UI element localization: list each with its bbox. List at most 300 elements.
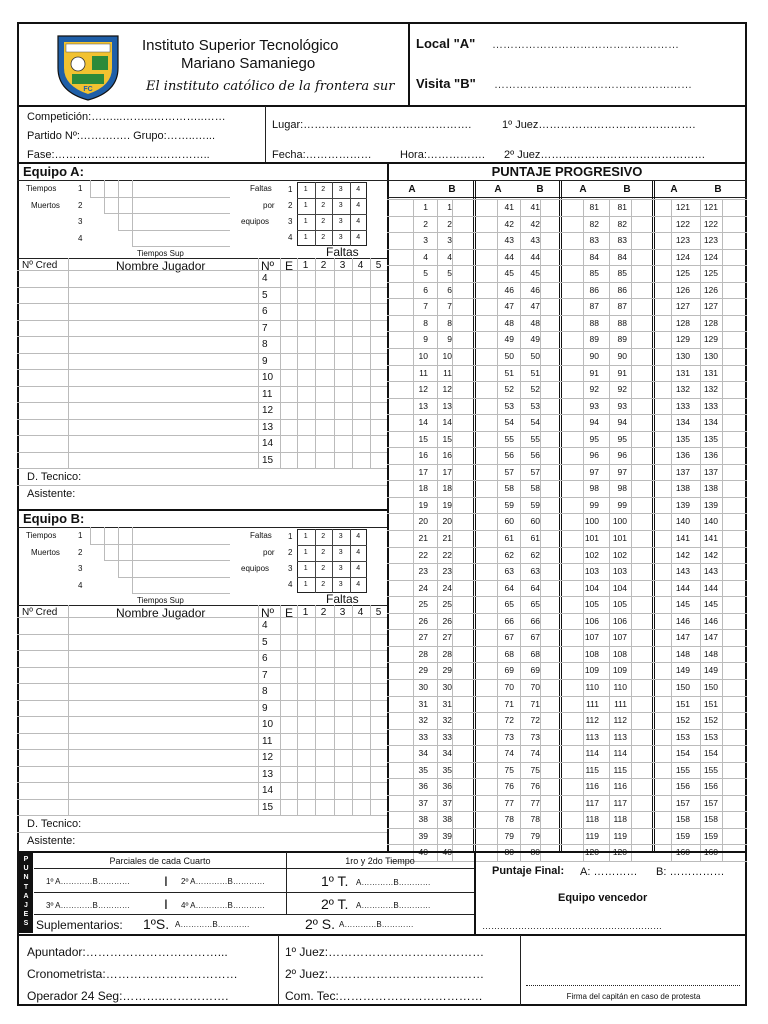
score-a-153[interactable]: 153: [675, 731, 690, 742]
score-b-37[interactable]: 37: [442, 797, 452, 808]
juez2-field[interactable]: 2º Juez………………………………………: [504, 149, 706, 161]
score-b-87[interactable]: 87: [617, 301, 627, 312]
team-a-player-name-cell[interactable]: [70, 453, 255, 468]
score-b-144[interactable]: 144: [703, 582, 718, 593]
score-b-77[interactable]: 77: [530, 797, 540, 808]
score-b-74[interactable]: 74: [530, 748, 540, 759]
score-b-2[interactable]: 2: [447, 218, 452, 229]
score-a-32[interactable]: 32: [418, 715, 428, 726]
score-b-101[interactable]: 101: [612, 533, 627, 543]
score-a-46[interactable]: 46: [504, 284, 514, 295]
score-a-128[interactable]: 128: [675, 317, 690, 328]
score-a-53[interactable]: 53: [504, 400, 514, 411]
score-b-137[interactable]: 137: [703, 466, 718, 477]
score-b-150[interactable]: 150: [703, 681, 718, 692]
score-b-80[interactable]: 80: [530, 847, 540, 858]
score-a-112[interactable]: 112: [585, 715, 599, 726]
score-a-17[interactable]: 17: [418, 466, 428, 477]
score-b-59[interactable]: 59: [530, 499, 540, 510]
score-b-97[interactable]: 97: [617, 466, 627, 477]
score-a-125[interactable]: 125: [675, 268, 690, 279]
score-a-146[interactable]: 146: [675, 615, 690, 626]
fase-field[interactable]: Fase:…………..………………………..: [27, 149, 210, 161]
score-b-52[interactable]: 52: [530, 384, 540, 395]
score-a-116[interactable]: 116: [585, 781, 599, 792]
team-a-player-name-cell[interactable]: [70, 288, 255, 303]
team-b-player-name-cell[interactable]: [70, 684, 255, 699]
team-b-asistente[interactable]: Asistente:: [27, 835, 76, 847]
score-a-90[interactable]: 90: [589, 350, 599, 361]
score-a-47[interactable]: 47: [504, 301, 514, 312]
score-b-154[interactable]: 154: [703, 748, 718, 759]
score-b-64[interactable]: 64: [530, 582, 540, 593]
score-b-113[interactable]: 113: [613, 731, 627, 742]
score-a-29[interactable]: 29: [418, 665, 428, 676]
team-b-team-foul-box[interactable]: 4: [356, 565, 361, 572]
team-b-player-name-cell[interactable]: [70, 651, 255, 666]
score-a-152[interactable]: 152: [675, 715, 690, 726]
score-a-58[interactable]: 58: [504, 483, 514, 494]
score-a-22[interactable]: 22: [418, 549, 428, 560]
score-b-78[interactable]: 78: [530, 814, 540, 825]
score-b-29[interactable]: 29: [442, 665, 452, 676]
team-a-player-name-cell[interactable]: [70, 387, 255, 402]
score-a-97[interactable]: 97: [589, 466, 599, 477]
score-b-76[interactable]: 76: [530, 781, 540, 792]
score-a-24[interactable]: 24: [418, 582, 428, 593]
juez1-field[interactable]: 1º Juez…………………………………….: [502, 119, 696, 131]
score-a-105[interactable]: 105: [584, 599, 599, 610]
team-b-player-name-cell[interactable]: [70, 717, 255, 732]
score-b-90[interactable]: 90: [617, 350, 627, 361]
score-b-12[interactable]: 12: [442, 384, 452, 395]
t1-field[interactable]: A…………B…………: [356, 878, 431, 887]
score-a-108[interactable]: 108: [584, 648, 599, 659]
score-b-139[interactable]: 139: [703, 499, 718, 510]
score-a-143[interactable]: 143: [675, 566, 690, 577]
score-a-103[interactable]: 103: [584, 566, 599, 577]
score-a-42[interactable]: 42: [504, 218, 514, 229]
score-a-106[interactable]: 106: [584, 615, 599, 626]
score-b-92[interactable]: 92: [617, 384, 627, 395]
score-b-160[interactable]: 160: [703, 847, 718, 858]
score-a-100[interactable]: 100: [584, 516, 599, 527]
score-b-44[interactable]: 44: [530, 251, 540, 262]
score-b-4[interactable]: 4: [447, 251, 452, 262]
team-a-player-name-cell[interactable]: [70, 271, 255, 286]
score-a-41[interactable]: 41: [504, 202, 514, 212]
score-b-123[interactable]: 123: [703, 235, 718, 246]
team-a-team-foul-box[interactable]: 1: [303, 202, 308, 209]
score-a-121[interactable]: 121: [675, 202, 690, 212]
score-b-19[interactable]: 19: [442, 499, 452, 510]
score-a-36[interactable]: 36: [418, 781, 428, 792]
score-b-117[interactable]: 117: [613, 797, 627, 808]
score-b-58[interactable]: 58: [530, 483, 540, 494]
score-b-129[interactable]: 129: [703, 334, 718, 345]
score-b-148[interactable]: 148: [703, 648, 718, 659]
score-a-123[interactable]: 123: [675, 235, 690, 246]
score-b-102[interactable]: 102: [612, 549, 627, 560]
score-a-64[interactable]: 64: [504, 582, 514, 593]
team-a-player-name-cell[interactable]: [70, 354, 255, 369]
score-b-27[interactable]: 27: [442, 632, 452, 643]
score-b-105[interactable]: 105: [612, 599, 627, 610]
score-b-159[interactable]: 159: [703, 830, 718, 841]
score-a-49[interactable]: 49: [504, 334, 514, 345]
score-a-44[interactable]: 44: [504, 251, 514, 262]
score-a-110[interactable]: 110: [585, 681, 599, 692]
score-b-147[interactable]: 147: [703, 632, 718, 643]
score-a-2[interactable]: 2: [423, 218, 428, 229]
team-a-team-foul-box[interactable]: 1: [303, 186, 308, 193]
puntaje-final-a[interactable]: A: …………: [580, 866, 638, 878]
score-b-41[interactable]: 41: [530, 202, 540, 212]
score-b-60[interactable]: 60: [530, 516, 540, 527]
team-b-player-name-cell[interactable]: [70, 635, 255, 650]
team-b-team-foul-box[interactable]: 2: [321, 549, 326, 556]
team-a-team-foul-box[interactable]: 1: [303, 218, 308, 225]
score-a-86[interactable]: 86: [589, 284, 599, 295]
score-a-156[interactable]: 156: [675, 781, 690, 792]
score-a-7[interactable]: 7: [423, 301, 428, 312]
score-a-45[interactable]: 45: [504, 268, 514, 279]
score-b-127[interactable]: 127: [703, 301, 718, 312]
score-a-73[interactable]: 73: [504, 731, 514, 742]
score-b-46[interactable]: 46: [530, 284, 540, 295]
team-b-player-name-cell[interactable]: [70, 701, 255, 716]
score-a-114[interactable]: 114: [585, 748, 599, 759]
score-b-89[interactable]: 89: [617, 334, 627, 345]
score-a-147[interactable]: 147: [675, 632, 690, 643]
score-b-57[interactable]: 57: [530, 466, 540, 477]
score-a-70[interactable]: 70: [504, 681, 514, 692]
score-b-62[interactable]: 62: [530, 549, 540, 560]
score-a-99[interactable]: 99: [589, 499, 599, 510]
score-a-14[interactable]: 14: [418, 417, 428, 428]
score-b-108[interactable]: 108: [612, 648, 627, 659]
score-a-111[interactable]: 111: [586, 698, 599, 709]
score-b-42[interactable]: 42: [530, 218, 540, 229]
score-b-24[interactable]: 24: [442, 582, 452, 593]
team-b-d-tecnico[interactable]: D. Tecnico:: [27, 818, 82, 830]
score-b-98[interactable]: 98: [617, 483, 627, 494]
team-b-team-foul-box[interactable]: 4: [356, 533, 361, 540]
score-a-61[interactable]: 61: [504, 533, 514, 543]
score-b-70[interactable]: 70: [530, 681, 540, 692]
score-b-130[interactable]: 130: [703, 350, 718, 361]
score-a-27[interactable]: 27: [418, 632, 428, 643]
score-a-91[interactable]: 91: [589, 367, 599, 378]
score-a-20[interactable]: 20: [418, 516, 428, 527]
team-a-team-foul-box[interactable]: 4: [356, 202, 361, 209]
score-a-74[interactable]: 74: [504, 748, 514, 759]
team-a-team-foul-box[interactable]: 2: [321, 234, 326, 241]
score-a-113[interactable]: 113: [585, 731, 599, 742]
score-b-146[interactable]: 146: [703, 615, 718, 626]
score-b-10[interactable]: 10: [442, 350, 452, 361]
score-b-85[interactable]: 85: [617, 268, 627, 279]
visita-line[interactable]: ………………………………………………: [494, 79, 692, 91]
score-b-61[interactable]: 61: [530, 533, 540, 543]
score-b-88[interactable]: 88: [617, 317, 627, 328]
team-a-team-foul-box[interactable]: 4: [356, 234, 361, 241]
score-b-51[interactable]: 51: [530, 367, 540, 378]
score-a-158[interactable]: 158: [675, 814, 690, 825]
score-a-19[interactable]: 19: [418, 499, 428, 510]
score-b-119[interactable]: 119: [613, 830, 627, 841]
team-b-team-foul-box[interactable]: 4: [356, 581, 361, 588]
team-b-team-foul-box[interactable]: 3: [338, 533, 343, 540]
score-a-89[interactable]: 89: [589, 334, 599, 345]
score-b-69[interactable]: 69: [530, 665, 540, 676]
score-b-49[interactable]: 49: [530, 334, 540, 345]
score-a-31[interactable]: 31: [418, 698, 428, 709]
score-a-8[interactable]: 8: [423, 317, 428, 328]
score-b-81[interactable]: 81: [617, 202, 627, 212]
score-b-158[interactable]: 158: [703, 814, 718, 825]
score-b-16[interactable]: 16: [442, 450, 452, 461]
score-a-21[interactable]: 21: [418, 533, 428, 543]
score-b-71[interactable]: 71: [530, 698, 540, 709]
team-a-player-name-cell[interactable]: [70, 420, 255, 435]
score-b-120[interactable]: 120: [612, 847, 627, 858]
score-a-30[interactable]: 30: [418, 681, 428, 692]
score-a-131[interactable]: 131: [675, 367, 690, 378]
score-b-94[interactable]: 94: [617, 417, 627, 428]
score-b-149[interactable]: 149: [703, 665, 718, 676]
apuntador-field[interactable]: Apuntador:……………………………...: [27, 945, 228, 959]
score-a-40[interactable]: 40: [418, 847, 428, 858]
team-a-team-foul-box[interactable]: 3: [338, 186, 343, 193]
score-a-34[interactable]: 34: [418, 748, 428, 759]
team-a-team-foul-box[interactable]: 3: [338, 218, 343, 225]
score-b-99[interactable]: 99: [617, 499, 627, 510]
score-a-144[interactable]: 144: [675, 582, 690, 593]
score-a-94[interactable]: 94: [589, 417, 599, 428]
score-a-104[interactable]: 104: [584, 582, 599, 593]
team-a-player-name-cell[interactable]: [70, 436, 255, 451]
score-a-109[interactable]: 109: [584, 665, 599, 676]
hora-field[interactable]: Hora:…………….: [400, 149, 485, 161]
score-a-136[interactable]: 136: [675, 450, 690, 461]
score-b-134[interactable]: 134: [703, 417, 718, 428]
team-b-team-foul-box[interactable]: 1: [303, 549, 308, 556]
score-b-125[interactable]: 125: [703, 268, 718, 279]
score-a-118[interactable]: 118: [585, 814, 599, 825]
score-b-14[interactable]: 14: [442, 417, 452, 428]
team-b-player-name-cell[interactable]: [70, 734, 255, 749]
score-a-50[interactable]: 50: [504, 350, 514, 361]
lugar-field[interactable]: Lugar:……………………………………….: [272, 119, 472, 131]
score-b-86[interactable]: 86: [617, 284, 627, 295]
fecha-field[interactable]: Fecha:………………: [272, 149, 372, 161]
score-b-34[interactable]: 34: [442, 748, 452, 759]
team-b-team-foul-box[interactable]: 1: [303, 581, 308, 588]
score-a-122[interactable]: 122: [675, 218, 690, 229]
score-b-5[interactable]: 5: [447, 268, 452, 279]
score-a-72[interactable]: 72: [504, 715, 514, 726]
score-b-8[interactable]: 8: [447, 317, 452, 328]
score-b-114[interactable]: 114: [613, 748, 627, 759]
score-a-115[interactable]: 115: [585, 764, 599, 775]
score-a-139[interactable]: 139: [675, 499, 690, 510]
score-a-25[interactable]: 25: [418, 599, 428, 610]
score-a-133[interactable]: 133: [675, 400, 690, 411]
s1-field[interactable]: A…………B…………: [175, 920, 250, 929]
score-b-1[interactable]: 1: [447, 202, 452, 212]
score-a-95[interactable]: 95: [589, 433, 599, 444]
cronometrista-field[interactable]: Cronometrista:……………………………: [27, 967, 238, 981]
score-b-132[interactable]: 132: [703, 384, 718, 395]
score-b-39[interactable]: 39: [442, 830, 452, 841]
score-a-23[interactable]: 23: [418, 566, 428, 577]
score-a-69[interactable]: 69: [504, 665, 514, 676]
score-b-126[interactable]: 126: [703, 284, 718, 295]
score-a-68[interactable]: 68: [504, 648, 514, 659]
score-a-87[interactable]: 87: [589, 301, 599, 312]
score-b-3[interactable]: 3: [447, 235, 452, 246]
score-b-84[interactable]: 84: [617, 251, 627, 262]
score-a-151[interactable]: 151: [675, 698, 690, 709]
score-a-60[interactable]: 60: [504, 516, 514, 527]
score-b-116[interactable]: 116: [613, 781, 627, 792]
score-a-83[interactable]: 83: [589, 235, 599, 246]
score-a-135[interactable]: 135: [675, 433, 690, 444]
score-b-121[interactable]: 121: [703, 202, 718, 212]
score-a-160[interactable]: 160: [675, 847, 690, 858]
team-b-team-foul-box[interactable]: 1: [303, 533, 308, 540]
score-b-95[interactable]: 95: [617, 433, 627, 444]
score-a-155[interactable]: 155: [675, 764, 690, 775]
team-b-player-name-cell[interactable]: [70, 767, 255, 782]
score-b-112[interactable]: 112: [613, 715, 627, 726]
score-b-153[interactable]: 153: [703, 731, 718, 742]
team-a-team-foul-box[interactable]: 2: [321, 202, 326, 209]
score-b-32[interactable]: 32: [442, 715, 452, 726]
score-b-138[interactable]: 138: [703, 483, 718, 494]
score-b-93[interactable]: 93: [617, 400, 627, 411]
comtec-firma[interactable]: Com. Tec:………………………………: [285, 989, 483, 1003]
score-b-133[interactable]: 133: [703, 400, 718, 411]
team-a-player-name-cell[interactable]: [70, 403, 255, 418]
q4-field[interactable]: 4º A…………B…………: [181, 901, 265, 910]
score-a-65[interactable]: 65: [504, 599, 514, 610]
score-b-23[interactable]: 23: [442, 566, 452, 577]
score-a-142[interactable]: 142: [675, 549, 690, 560]
score-a-1[interactable]: 1: [423, 202, 428, 212]
score-b-136[interactable]: 136: [703, 450, 718, 461]
q2-field[interactable]: 2º A…………B…………: [181, 877, 265, 886]
score-b-155[interactable]: 155: [703, 764, 718, 775]
score-a-39[interactable]: 39: [418, 830, 428, 841]
team-a-team-foul-box[interactable]: 4: [356, 218, 361, 225]
score-b-48[interactable]: 48: [530, 317, 540, 328]
team-b-player-name-cell[interactable]: [70, 750, 255, 765]
score-b-73[interactable]: 73: [530, 731, 540, 742]
score-a-33[interactable]: 33: [418, 731, 428, 742]
score-b-141[interactable]: 141: [703, 533, 718, 543]
team-b-team-foul-box[interactable]: 2: [321, 581, 326, 588]
team-b-team-foul-box[interactable]: 4: [356, 549, 361, 556]
score-b-104[interactable]: 104: [612, 582, 627, 593]
team-a-team-foul-box[interactable]: 1: [303, 234, 308, 241]
score-b-72[interactable]: 72: [530, 715, 540, 726]
score-b-25[interactable]: 25: [442, 599, 452, 610]
score-b-151[interactable]: 151: [703, 698, 718, 709]
score-b-96[interactable]: 96: [617, 450, 627, 461]
score-b-65[interactable]: 65: [530, 599, 540, 610]
score-b-6[interactable]: 6: [447, 284, 452, 295]
juez1-firma[interactable]: 1º Juez:…………………………………: [285, 945, 485, 959]
score-b-43[interactable]: 43: [530, 235, 540, 246]
score-b-103[interactable]: 103: [612, 566, 627, 577]
score-a-102[interactable]: 102: [584, 549, 599, 560]
score-a-63[interactable]: 63: [504, 566, 514, 577]
score-a-124[interactable]: 124: [675, 251, 690, 262]
score-b-83[interactable]: 83: [617, 235, 627, 246]
team-b-player-name-cell[interactable]: [70, 783, 255, 798]
operador-field[interactable]: Operador 24 Seg:………..…………….: [27, 989, 229, 1003]
team-a-team-foul-box[interactable]: 4: [356, 186, 361, 193]
score-a-80[interactable]: 80: [504, 847, 514, 858]
score-b-47[interactable]: 47: [530, 301, 540, 312]
score-a-5[interactable]: 5: [423, 268, 428, 279]
score-a-57[interactable]: 57: [504, 466, 514, 477]
score-b-157[interactable]: 157: [703, 797, 718, 808]
puntaje-final-b[interactable]: B: ……………: [656, 866, 725, 878]
score-b-33[interactable]: 33: [442, 731, 452, 742]
score-b-15[interactable]: 15: [442, 433, 452, 444]
score-a-62[interactable]: 62: [504, 549, 514, 560]
score-b-124[interactable]: 124: [703, 251, 718, 262]
score-a-13[interactable]: 13: [418, 400, 428, 411]
score-b-82[interactable]: 82: [617, 218, 627, 229]
score-a-38[interactable]: 38: [418, 814, 428, 825]
score-b-135[interactable]: 135: [703, 433, 718, 444]
score-b-106[interactable]: 106: [612, 615, 627, 626]
score-a-12[interactable]: 12: [418, 384, 428, 395]
score-b-55[interactable]: 55: [530, 433, 540, 444]
score-a-96[interactable]: 96: [589, 450, 599, 461]
score-b-53[interactable]: 53: [530, 400, 540, 411]
s2-field[interactable]: A…………B…………: [339, 920, 414, 929]
score-b-156[interactable]: 156: [703, 781, 718, 792]
score-b-109[interactable]: 109: [612, 665, 627, 676]
score-a-15[interactable]: 15: [418, 433, 428, 444]
score-b-26[interactable]: 26: [442, 615, 452, 626]
team-b-player-name-cell[interactable]: [70, 668, 255, 683]
score-a-82[interactable]: 82: [589, 218, 599, 229]
score-a-4[interactable]: 4: [423, 251, 428, 262]
score-a-101[interactable]: 101: [584, 533, 599, 543]
score-b-20[interactable]: 20: [442, 516, 452, 527]
score-a-76[interactable]: 76: [504, 781, 514, 792]
score-b-111[interactable]: 111: [614, 698, 627, 709]
score-a-10[interactable]: 10: [418, 350, 428, 361]
score-b-45[interactable]: 45: [530, 268, 540, 279]
score-a-84[interactable]: 84: [589, 251, 599, 262]
score-a-59[interactable]: 59: [504, 499, 514, 510]
score-a-98[interactable]: 98: [589, 483, 599, 494]
score-a-145[interactable]: 145: [675, 599, 690, 610]
score-b-36[interactable]: 36: [442, 781, 452, 792]
score-a-141[interactable]: 141: [675, 533, 690, 543]
score-b-21[interactable]: 21: [442, 533, 452, 543]
score-a-51[interactable]: 51: [504, 367, 514, 378]
partido-field[interactable]: Partido Nº:……….…. Grupo:……..…...: [27, 130, 216, 142]
team-a-team-foul-box[interactable]: 2: [321, 186, 326, 193]
